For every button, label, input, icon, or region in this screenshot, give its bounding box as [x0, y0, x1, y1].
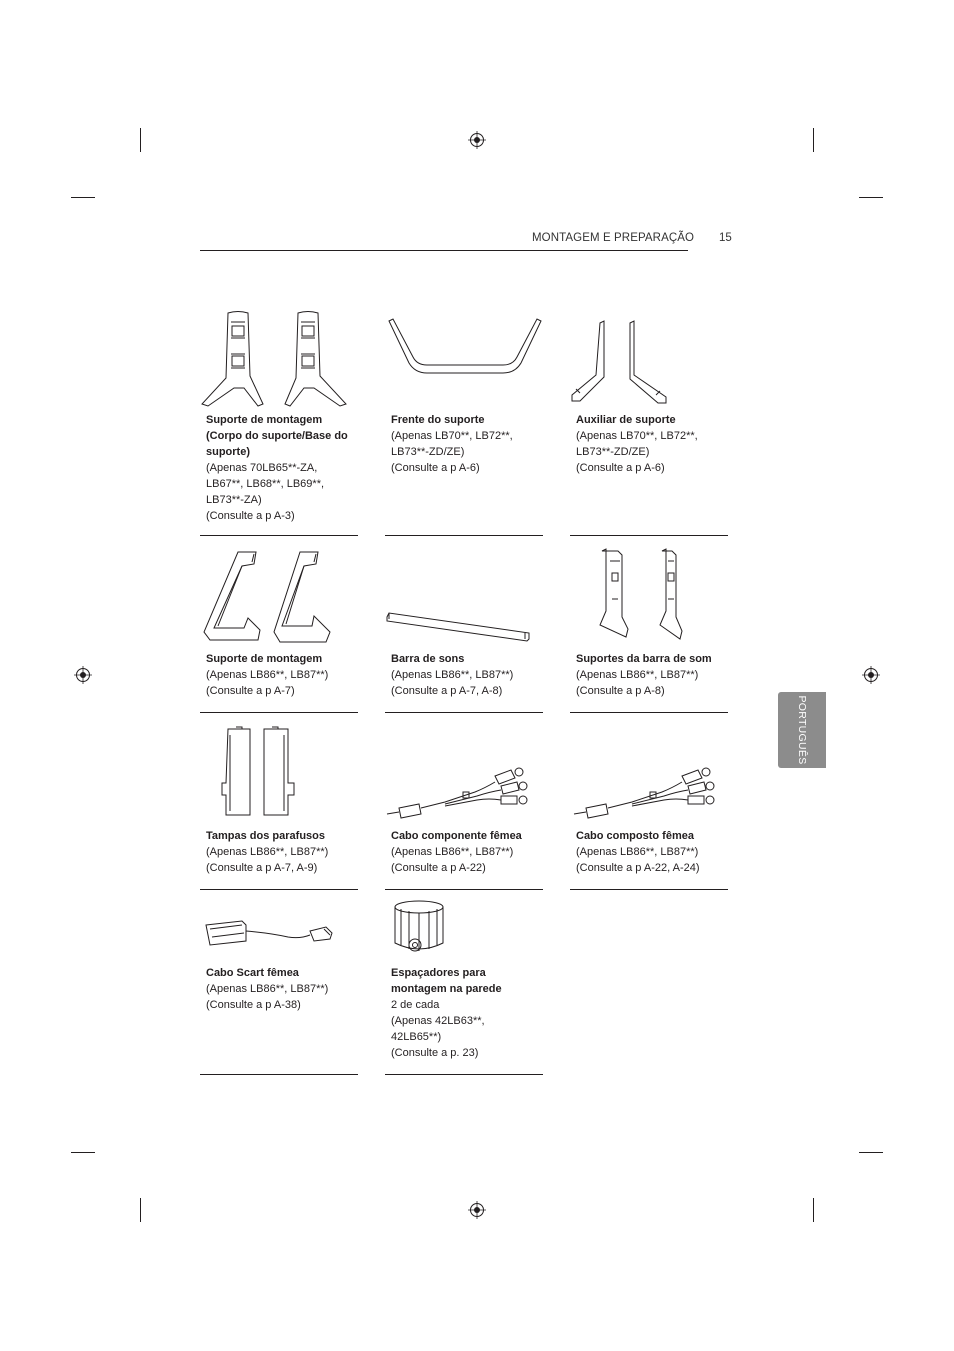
crop-mark [859, 197, 883, 198]
registration-mark-icon [862, 666, 880, 684]
item-title-line: Cabo componente fêmea [391, 830, 522, 842]
item-divider [385, 535, 543, 536]
item-title-line: Suporte de montagem [206, 653, 323, 665]
stand-front-illustration [385, 317, 543, 377]
item-detail-line: (Consulte a p. 23) [391, 1047, 479, 1059]
item-divider [385, 712, 543, 713]
item-detail-line: (Apenas LB70**, LB72**, [576, 430, 698, 442]
item-title-line: Frente do suporte [391, 414, 485, 426]
item-detail-line: (Apenas LB86**, LB87**) [391, 669, 514, 681]
item-title-line: Barra de sons [391, 653, 465, 665]
item-detail-line: (Consulte a p A-22, A-24) [576, 862, 700, 874]
crop-mark [140, 128, 141, 152]
item-detail-line: 2 de cada [391, 999, 440, 1011]
item-divider [200, 535, 358, 536]
item-detail-line: LB73**-ZD/ZE) [391, 446, 465, 458]
item-detail-line: (Consulte a p A-7, A-8) [391, 685, 503, 697]
mounting-stand-illustration [200, 548, 340, 646]
composite-cable-illustration [570, 762, 720, 822]
crop-mark [71, 1152, 95, 1153]
item-title-line: Auxiliar de suporte [576, 414, 676, 426]
crop-mark [140, 1198, 141, 1222]
language-tab [778, 692, 826, 768]
item-divider [200, 1074, 358, 1075]
item-divider [570, 712, 728, 713]
item-detail-line: (Consulte a p A-7, A-9) [206, 862, 318, 874]
item-title-line: Cabo composto fêmea [576, 830, 694, 842]
crop-mark [859, 1152, 883, 1153]
item-detail-line: (Apenas LB86**, LB87**) [206, 846, 329, 858]
crop-mark [71, 197, 95, 198]
wall-spacer-illustration [385, 899, 455, 959]
stand-auxiliary-illustration [570, 317, 680, 407]
item-detail-line: (Consulte a p A-6) [576, 462, 665, 474]
item-detail-line: LB73**-ZA) [206, 494, 262, 506]
item-detail-line: (Consulte a p A-8) [576, 685, 665, 697]
section-title: MONTAGEM E PREPARAÇÃO [532, 232, 695, 244]
item-detail-line: (Apenas LB86**, LB87**) [206, 669, 329, 681]
screw-covers-illustration [200, 725, 310, 823]
registration-mark-icon [74, 666, 92, 684]
item-divider [385, 889, 543, 890]
item-detail-line: (Apenas LB86**, LB87**) [206, 983, 329, 995]
item-divider [200, 889, 358, 890]
scart-cable-illustration [200, 915, 340, 955]
crop-mark [813, 128, 814, 152]
item-detail-line: (Consulte a p A-7) [206, 685, 295, 697]
item-title-line: Espaçadores para [391, 967, 486, 979]
item-detail-line: (Apenas LB70**, LB72**, [391, 430, 513, 442]
item-detail-line: LB73**-ZD/ZE) [576, 446, 650, 458]
item-divider [385, 1074, 543, 1075]
item-detail-line: (Consulte a p A-22) [391, 862, 486, 874]
item-title-line: suporte) [206, 446, 250, 458]
item-title-line: (Corpo do suporte/Base do [206, 430, 348, 442]
item-detail-line: (Apenas LB86**, LB87**) [391, 846, 514, 858]
item-title-line: montagem na parede [391, 983, 502, 995]
header-rule [200, 250, 688, 251]
item-title-line: Suporte de montagem [206, 414, 323, 426]
item-detail-line: (Consulte a p A-3) [206, 510, 295, 522]
item-detail-line: (Consulte a p A-38) [206, 999, 301, 1011]
item-divider [200, 712, 358, 713]
crop-mark [813, 1198, 814, 1222]
component-cable-illustration [385, 762, 535, 822]
item-title-line: Suportes da barra de som [576, 653, 712, 665]
sound-bar-illustration [385, 611, 535, 645]
item-detail-line: (Apenas 42LB63**, [391, 1015, 485, 1027]
item-detail-line: (Apenas LB86**, LB87**) [576, 846, 699, 858]
item-title-line: Cabo Scart fêmea [206, 967, 299, 979]
stand-body-illustration [200, 308, 350, 410]
item-detail-line: (Apenas 70LB65**-ZA, [206, 462, 318, 474]
item-detail-line: (Consulte a p A-6) [391, 462, 480, 474]
sound-bar-brackets-illustration [570, 547, 690, 645]
page-number: 15 [719, 232, 732, 244]
item-detail-line: (Apenas LB86**, LB87**) [576, 669, 699, 681]
registration-mark-icon [468, 1201, 486, 1219]
item-divider [570, 889, 728, 890]
language-tab-label: PORTUGUÊS [796, 695, 808, 765]
item-detail-line: 42LB65**) [391, 1031, 442, 1043]
item-title-line: Tampas dos parafusos [206, 830, 325, 842]
item-detail-line: LB67**, LB68**, LB69**, [206, 478, 325, 490]
item-divider [570, 535, 728, 536]
registration-mark-icon [468, 131, 486, 149]
